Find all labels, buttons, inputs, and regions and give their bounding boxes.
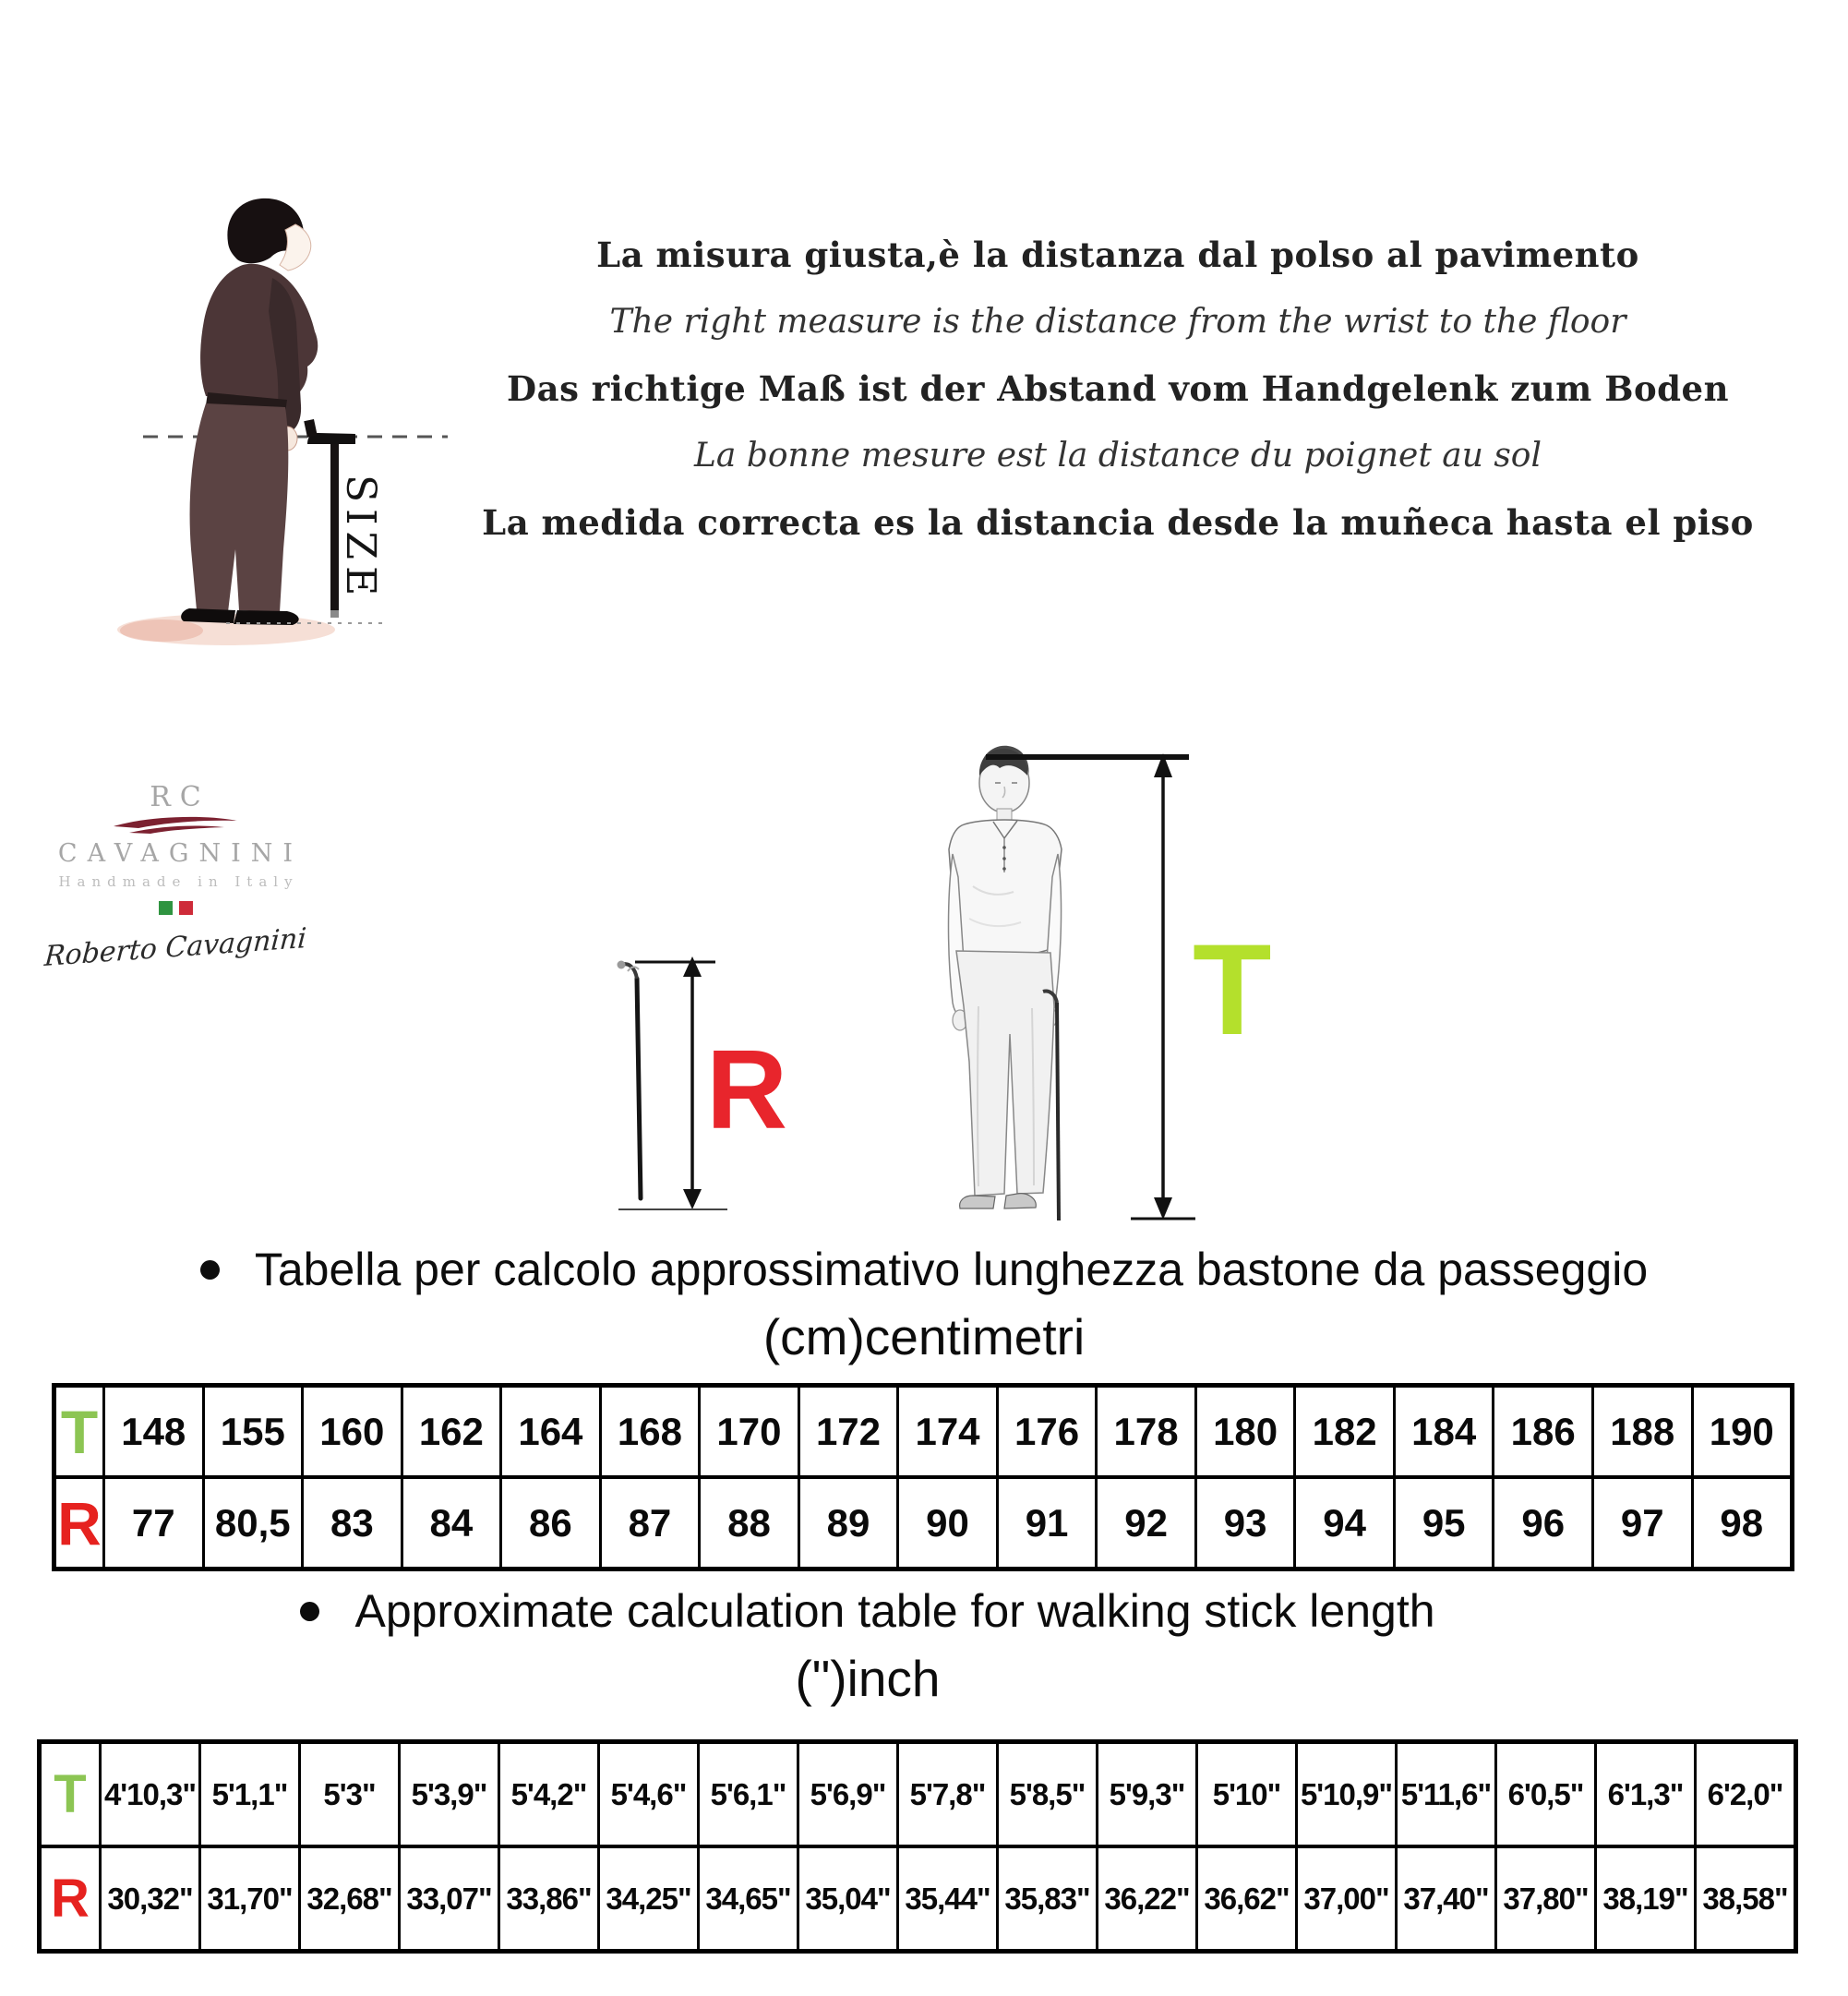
instruction-line-en: The right measure is the distance from the wrist to the floor [609,302,1626,341]
instruction-line-it: La misura giusta,è la distanza dal polso al pavimento [596,234,1639,275]
cm-t-value-cell: 162 [401,1388,500,1475]
cm-unit-label: (cm)centimetri [762,1308,1086,1365]
inch-row-r-header: R [51,1869,90,1929]
cm-t-value-cell: 180 [1194,1388,1294,1475]
cm-table-row-r [56,1475,1790,1567]
man-sketch [949,746,1062,1220]
brand-swoosh-icon [106,815,245,836]
inch-r-value-cell: 35,44" [896,1848,996,1949]
inch-section-heading [0,1584,1735,1708]
cm-t-value-cell: 148 [102,1388,202,1475]
inch-t-value-cell: 4'10,3" [99,1744,198,1845]
cm-r-value-cell: 83 [301,1479,401,1567]
inch-r-value-cell: 38,19" [1594,1848,1694,1949]
cm-r-value-cell: 87 [599,1479,699,1567]
cm-r-value-cell: 89 [798,1479,897,1567]
cm-r-value-cell: 94 [1293,1479,1393,1567]
instruction-line-es: La medida correcta es la distancia desde la muñeca hasta el piso [482,502,1754,543]
inch-t-value-cell: 5'11,6" [1395,1744,1494,1845]
bullet-icon [300,1602,319,1621]
cm-t-value-cell: 164 [499,1388,599,1475]
inch-t-value-cell: 5'3,9" [398,1744,498,1845]
cm-r-value-cell: 95 [1393,1479,1493,1567]
instruction-line-de: Das richtige Maß ist der Abstand vom Handgelenk zum Boden [507,368,1729,409]
cm-r-value-cell: 96 [1492,1479,1591,1567]
cm-r-value-cell: 84 [401,1479,500,1567]
measurement-diagram [591,729,1292,1232]
cm-table-row-t [56,1388,1790,1475]
stick-and-person-diagram [591,729,1292,1232]
brand-signature: Roberto Cavagnini [42,921,308,974]
inch-t-value-cell: 5'6,1" [697,1744,797,1845]
cm-t-value-cell: 188 [1591,1388,1691,1475]
cm-r-value-cell: 86 [499,1479,599,1567]
cm-t-value-cell: 178 [1095,1388,1194,1475]
cm-t-value-cell: 172 [798,1388,897,1475]
inch-r-value-cell: 31,70" [198,1848,298,1949]
instruction-line-fr: La bonne mesure est la distance du poignet au sol [694,436,1542,475]
inch-row-t-header: T [54,1764,87,1824]
cm-t-value-cell: 170 [698,1388,798,1475]
cm-title: Tabella per calcolo approssimativo lunghezza bastone da passeggio [254,1244,1649,1295]
cm-section-heading [0,1243,1848,1366]
cm-row-t-header: T [60,1397,99,1466]
cm-r-value-cell: 97 [1591,1479,1691,1567]
cm-r-value-cell: 91 [996,1479,1096,1567]
cm-t-value-cell: 155 [202,1388,302,1475]
size-label: SIZE [337,475,384,603]
inch-r-value-cell: 38,58" [1694,1848,1794,1949]
brand-tagline: Handmade in Italy [58,873,299,890]
inch-r-value-cell: 34,25" [597,1848,697,1949]
inch-table [37,1739,1798,1954]
cm-t-value-cell: 168 [599,1388,699,1475]
inch-t-value-cell: 5'10,9" [1295,1744,1395,1845]
cm-title-line [0,1243,1848,1296]
cm-r-value-cell: 92 [1095,1479,1194,1567]
cm-table [52,1383,1794,1571]
cm-t-value-cell: 176 [996,1388,1096,1475]
inch-t-value-cell: 6'2,0" [1694,1744,1794,1845]
cm-t-value-cell: 186 [1492,1388,1591,1475]
cm-t-value-cell: 184 [1393,1388,1493,1475]
cm-r-value-cell: 90 [896,1479,996,1567]
inch-t-value-cell: 5'10" [1195,1744,1295,1845]
inch-t-value-cell: 5'4,6" [597,1744,697,1845]
inch-r-value-cell: 30,32" [99,1848,198,1949]
inch-r-value-cell: 33,86" [498,1848,597,1949]
inch-t-value-cell: 5'1,1" [198,1744,298,1845]
r-label: R [706,1027,788,1152]
cm-r-value-cell: 80,5 [202,1479,302,1567]
cm-t-value-cell: 182 [1293,1388,1393,1475]
inch-r-value-cell: 36,62" [1195,1848,1295,1949]
brand-logo [37,781,314,974]
cm-r-value-cell: 93 [1194,1479,1294,1567]
flag-green-square [159,901,173,915]
brand-initials: RC [150,781,210,813]
inch-t-value-cell: 5'3" [298,1744,398,1845]
inch-table-row-r [42,1845,1794,1949]
italy-flag-icon [37,901,314,915]
inch-title-line [0,1584,1735,1638]
inch-r-value-cell: 33,07" [398,1848,498,1949]
inch-r-value-cell: 34,65" [697,1848,797,1949]
inch-r-value-cell: 35,04" [797,1848,896,1949]
cm-t-value-cell: 174 [896,1388,996,1475]
cm-r-value-cell: 77 [102,1479,202,1567]
cm-r-value-cell: 98 [1691,1479,1791,1567]
inch-r-value-cell: 37,80" [1494,1848,1594,1949]
inch-r-value-cell: 36,22" [1096,1848,1195,1949]
bullet-icon [200,1260,220,1280]
measure-instructions [388,222,1848,557]
inch-t-value-cell: 5'7,8" [896,1744,996,1845]
inch-unit-label: (")inch [795,1650,941,1707]
inch-r-value-cell: 37,00" [1295,1848,1395,1949]
flag-red-square [179,901,193,915]
inch-table-row-t [42,1744,1794,1845]
inch-t-value-cell: 5'6,9" [797,1744,896,1845]
inch-t-value-cell: 5'8,5" [996,1744,1096,1845]
person-profile-drawing [181,198,318,625]
inch-t-value-cell: 5'4,2" [498,1744,597,1845]
inch-r-value-cell: 35,83" [996,1848,1096,1949]
t-label: T [1193,917,1272,1062]
walking-stick-drawing [618,961,642,1199]
cm-r-value-cell: 88 [698,1479,798,1567]
inch-t-value-cell: 5'9,3" [1096,1744,1195,1845]
cm-row-r-header: R [57,1488,102,1557]
cm-t-value-cell: 160 [301,1388,401,1475]
inch-r-value-cell: 32,68" [298,1848,398,1949]
inch-r-value-cell: 37,40" [1395,1848,1494,1949]
inch-t-value-cell: 6'0,5" [1494,1744,1594,1845]
inch-title: Approximate calculation table for walking stick length [354,1585,1435,1637]
inch-t-value-cell: 6'1,3" [1594,1744,1694,1845]
brand-name: CAVAGNINI [57,839,304,868]
cm-t-value-cell: 190 [1691,1388,1791,1475]
